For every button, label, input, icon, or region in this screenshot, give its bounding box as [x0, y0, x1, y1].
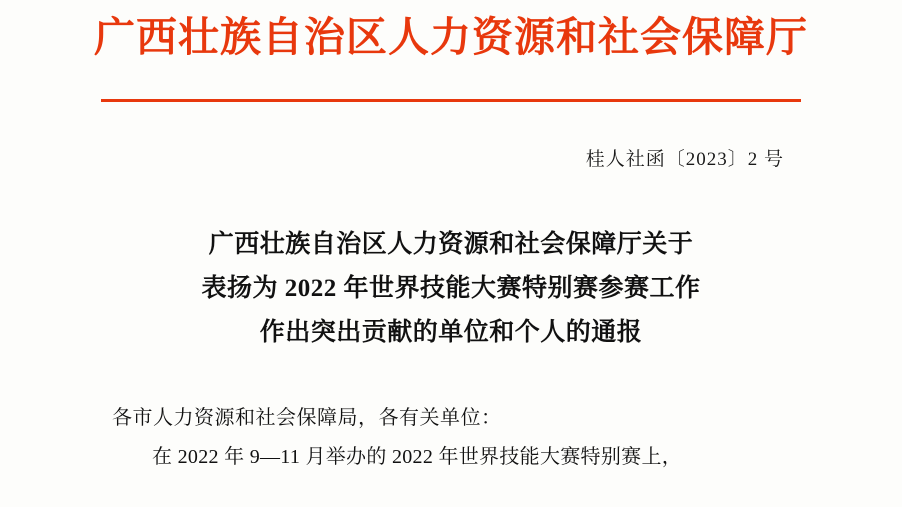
- letterhead: [0, 0, 902, 63]
- letterhead-title: 广西壮族自治区人力资源和社会保障厅: [94, 14, 808, 60]
- document-number-row: [0, 144, 902, 171]
- document-title-line-3: 作出突出贡献的单位和个人的通报: [259, 318, 643, 346]
- document-body: [0, 399, 902, 477]
- document-title: [0, 223, 902, 354]
- document-number: 桂人社函〔2023〕2 号: [585, 149, 784, 171]
- body-paragraph-1: 在 2022 年 9—11 月举办的 2022 年世界技能大赛特别赛上，: [152, 445, 683, 468]
- letterhead-divider: [101, 99, 801, 102]
- document-title-line-1: 广西壮族自治区人力资源和社会保障厅关于: [208, 231, 694, 259]
- document-title-line-2: 表扬为 2022 年世界技能大赛特别赛参赛工作: [201, 275, 701, 302]
- salutation: 各市人力资源和社会保障局，各有关单位：: [112, 406, 502, 429]
